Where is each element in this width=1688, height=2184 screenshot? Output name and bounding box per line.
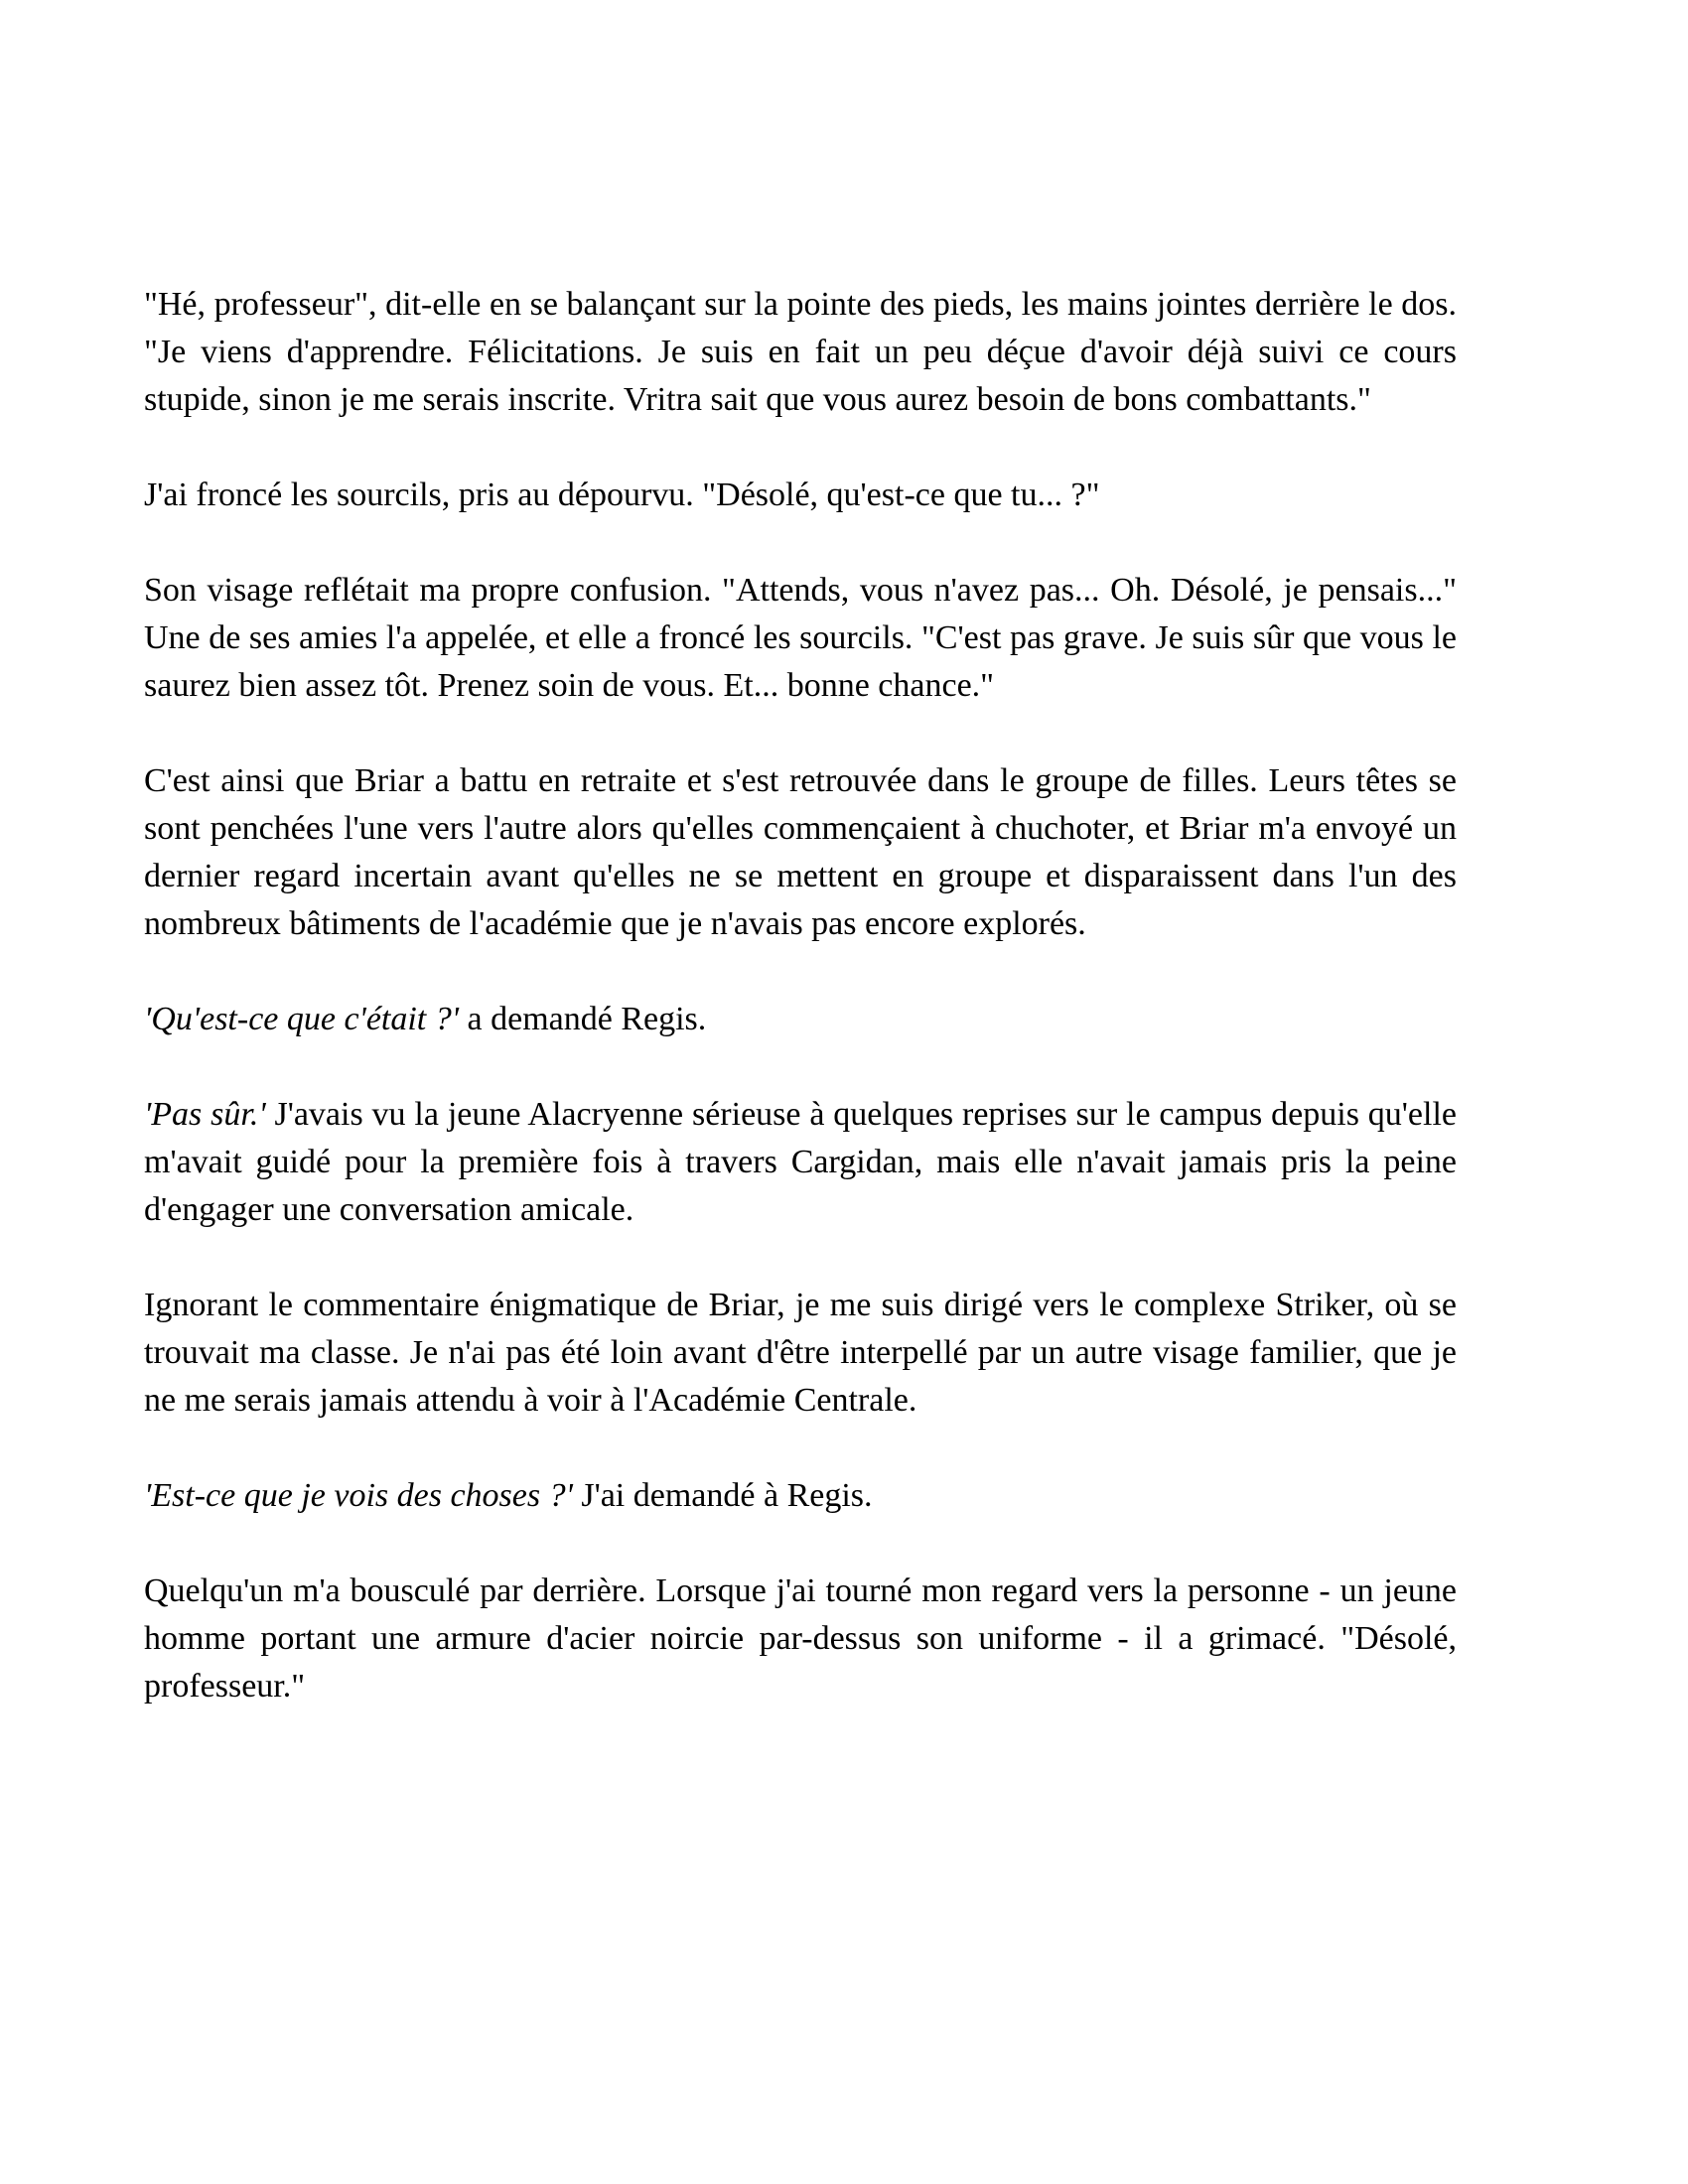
italic-thought-segment: 'Est-ce que je vois des choses ?' xyxy=(144,1477,573,1514)
paragraph xyxy=(144,281,1457,424)
paragraph xyxy=(144,996,1457,1043)
text-segment: Son visage reflétait ma propre confusion. "Attends, vous n'avez pas... Oh. Désolé, je pensais..." Une de ses amies l'a appelée, et elle a froncé les sourcils. "C'est pas grave. Je suis sûr que vous le saurez bien assez tôt. Prenez soin de vous. Et... bonne chance." xyxy=(144,572,1457,704)
text-segment: J'ai froncé les sourcils, pris au dépourvu. "Désolé, qu'est-ce que tu... ?" xyxy=(144,477,1100,513)
italic-thought-segment: 'Qu'est-ce que c'était ?' xyxy=(144,1001,460,1037)
italic-thought-segment: 'Pas sûr.' xyxy=(144,1096,266,1133)
text-segment: Quelqu'un m'a bousculé par derrière. Lorsque j'ai tourné mon regard vers la personne - un jeune homme portant une armure d'acier noircie par-dessus son uniforme - il a grimacé. "Désolé, professeur." xyxy=(144,1572,1457,1705)
text-segment: C'est ainsi que Briar a battu en retraite et s'est retrouvée dans le groupe de filles. Leurs têtes se sont penchées l'une vers l'autre alors qu'elles commençaient à chuchoter, et Briar m'a envoyé un dernier regard incertain avant qu'elles ne se mettent en groupe et disparaissent dans l'un des nombreux bâtiments de l'académie que je n'avais pas encore explorés. xyxy=(144,762,1457,942)
paragraph xyxy=(144,1472,1457,1520)
text-segment: "Hé, professeur", dit-elle en se balançant sur la pointe des pieds, les mains jointes derrière le dos. "Je viens d'apprendre. Félicitations. Je suis en fait un peu déçue d'avoir déjà suivi ce cours stupide, sinon je me serais inscrite. Vritra sait que vous aurez besoin de bons combattants." xyxy=(144,286,1457,418)
text-segment: a demandé Regis. xyxy=(459,1001,707,1037)
paragraph xyxy=(144,1568,1457,1710)
text-segment: J'avais vu la jeune Alacryenne sérieuse à quelques reprises sur le campus depuis qu'elle m'avait guidé pour la première fois à travers Cargidan, mais elle n'avait jamais pris la peine d'engager une conversation amicale. xyxy=(144,1096,1457,1228)
paragraph xyxy=(144,1091,1457,1234)
text-segment: J'ai demandé à Regis. xyxy=(572,1477,873,1514)
paragraph xyxy=(144,757,1457,948)
paragraph xyxy=(144,567,1457,710)
text-segment: Ignorant le commentaire énigmatique de Briar, je me suis dirigé vers le complexe Striker, où se trouvait ma classe. Je n'ai pas été loin avant d'être interpellé par un autre visage familier, que je ne me serais jamais attendu à voir à l'Académie Centrale. xyxy=(144,1287,1457,1419)
paragraph xyxy=(144,472,1457,519)
paragraph xyxy=(144,1282,1457,1425)
